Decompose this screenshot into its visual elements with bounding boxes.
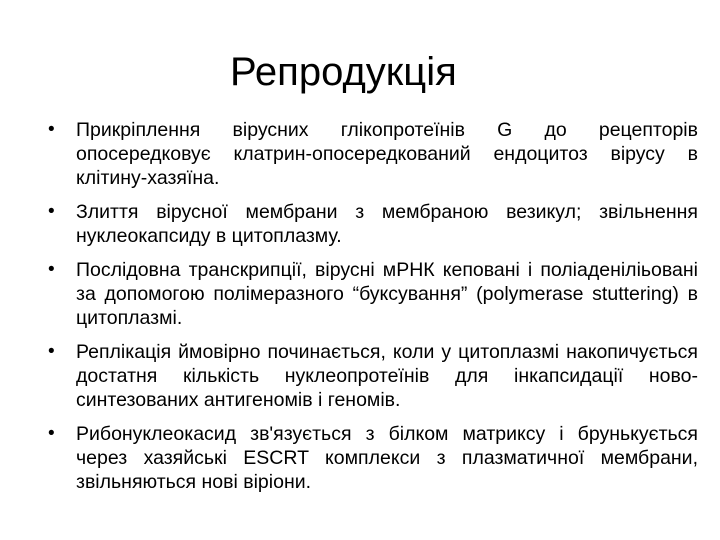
bullet-text: Злиття вірусної мембрани з мембраною везикул; звільнення нуклеокапсиду в цитоплазму.: [76, 201, 698, 247]
bullet-list: [48, 118, 698, 504]
list-item: [48, 118, 698, 190]
bullet-text: Прикріплення вірусних глікопротеїнів G до рецепторів опосередковує клатрин-опосередкований ендоцитоз вірусу в клітину-хазяїна.: [76, 119, 698, 189]
bullet-text: Рибонуклеокасид зв'язується з білком матриксу і брунькується через хазяйські ESCRT комплекси з плазматичної мембрани, звільняються нові віріони.: [76, 423, 698, 493]
bullet-text: Реплікація ймовірно починається, коли у цитоплазмі накопичується достатня кількість нуклеопротеїнів для інкапсидації ново-синтезованих антигеномів і геномів.: [76, 341, 698, 411]
slide-title: Репродукція: [230, 50, 457, 94]
bullet-icon: •: [48, 341, 55, 362]
bullet-icon: •: [48, 423, 55, 444]
list-item: [48, 258, 698, 330]
bullet-icon: •: [48, 119, 55, 140]
list-item: [48, 340, 698, 412]
bullet-icon: •: [48, 259, 55, 280]
list-item: [48, 422, 698, 494]
list-item: [48, 200, 698, 248]
bullet-icon: •: [48, 201, 55, 222]
bullet-text: Послідовна транскрипції, вірусні мРНК кеповані і поліаденіліьовані за допомогою полімеразного “буксування” (polymerase stuttering) в цитоплазмі.: [76, 259, 698, 329]
